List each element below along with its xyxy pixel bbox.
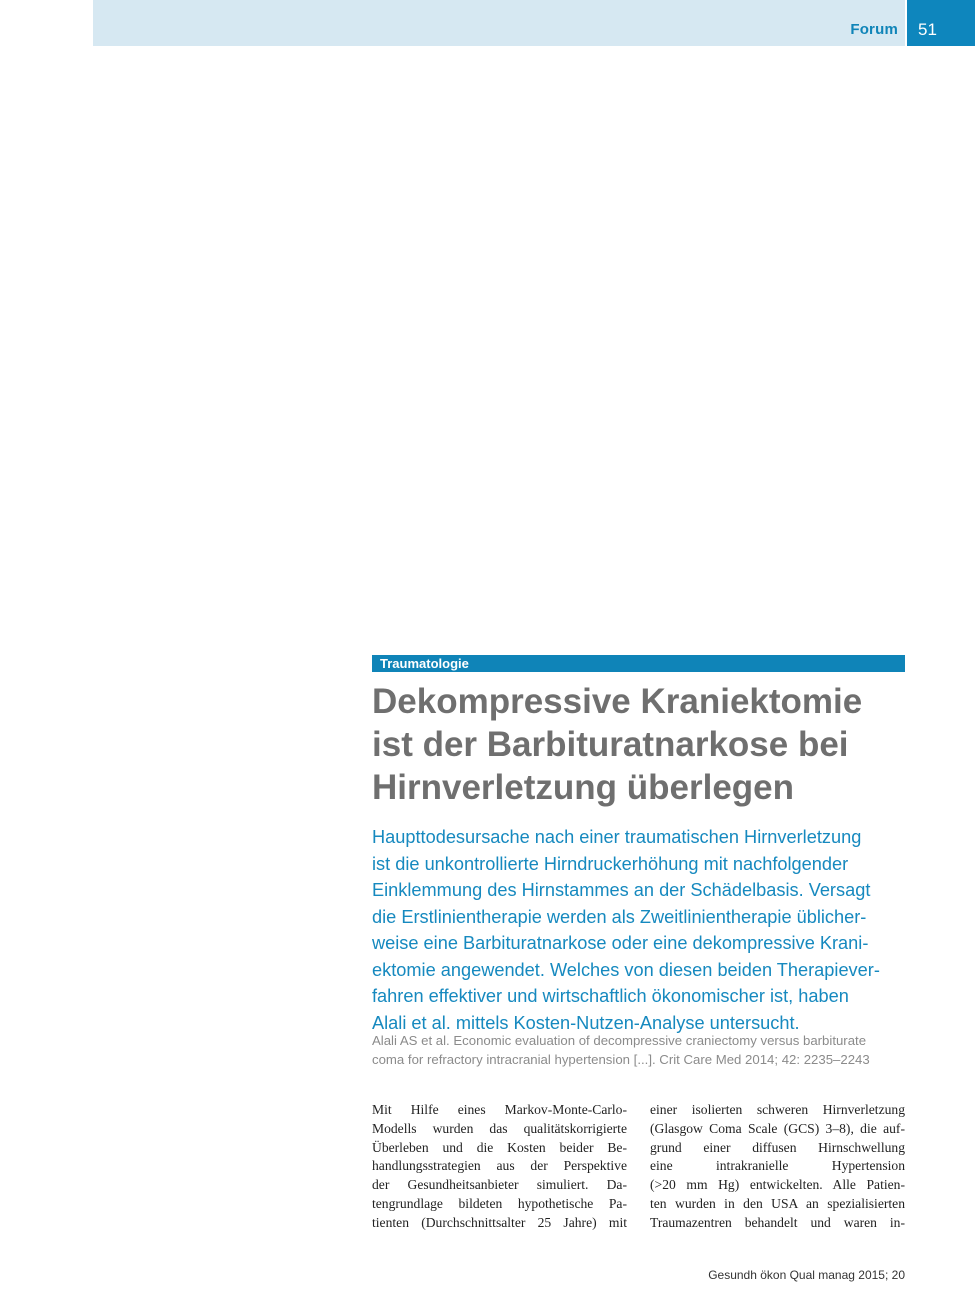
title-line: ist der Barbituratnarkose bei [372, 725, 849, 764]
body-line: grund einer diffusen Hirnschwellung [650, 1139, 905, 1155]
title-line: Hirnverletzung überlegen [372, 768, 795, 807]
lead-line: die Erstlinientherapie werden als Zweitlinientherapie üblicher- [372, 906, 867, 927]
header-band [93, 0, 905, 46]
category-label: Traumatologie [380, 656, 469, 671]
body-line: (>20 mm Hg) entwickelten. Alle Patien- [650, 1177, 905, 1193]
lead-line: Alali et al. mittels Kosten-Nutzen-Analyse untersucht. [372, 1012, 800, 1033]
footer-citation: Gesundh ökon Qual manag 2015; 20 [708, 1268, 905, 1282]
lead-line: weise eine Barbituratnarkose oder eine dekompressive Krani- [372, 933, 869, 953]
body-column-right [650, 1101, 905, 1233]
body-line: tengrundlage bildeten hypothetische Pa- [372, 1195, 627, 1211]
lead-line: ektomie angewendet. Welches von diesen beiden Therapiever- [372, 959, 880, 980]
body-line: Modells wurden das qualitätskorrigierte [372, 1120, 627, 1136]
page-number: 51 [918, 20, 937, 39]
body-line: Traumazentren behandelt und waren in- [650, 1214, 905, 1230]
section-label: Forum [850, 21, 898, 38]
body-line: Mit Hilfe eines Markov-Monte-Carlo- [372, 1102, 627, 1117]
title-line: Dekompressive Kraniektomie [372, 682, 863, 721]
body-line: (Glasgow Coma Scale (GCS) 3–8), die auf- [650, 1120, 905, 1136]
lead-line: Einklemmung des Hirnstammes an der Schädelbasis. Versagt [372, 880, 871, 900]
lead-line: ist die unkontrollierte Hirndruckerhöhung mit nachfolgender [372, 853, 849, 874]
lead-paragraph [372, 824, 912, 1036]
body-line: tienten (Durchschnittsalter 25 Jahre) mit [372, 1214, 627, 1230]
body-line: einer isolierten schweren Hirnverletzung [650, 1102, 905, 1117]
reference-citation [372, 1031, 912, 1069]
body-line: der Gesundheitsanbieter simuliert. Da- [372, 1177, 627, 1193]
body-line: handlungsstrategien aus der Perspektive [372, 1158, 627, 1174]
reference-line: Alali AS et al. Economic evaluation of decompressive craniectomy versus barbiturate [372, 1033, 867, 1048]
article-title [372, 680, 912, 809]
body-line: eine intrakranielle Hypertension [650, 1158, 905, 1174]
body-column-left [372, 1101, 627, 1233]
lead-line: fahren effektiver und wirtschaftlich ökonomischer ist, haben [372, 986, 849, 1006]
body-line: ten wurden in den USA an spezialisierten [650, 1195, 905, 1211]
body-line: Überleben und die Kosten beider Be- [372, 1139, 627, 1155]
reference-line: coma for refractory intracranial hypertension [...]. Crit Care Med 2014; 42: 2235–2243 [372, 1052, 870, 1067]
lead-line: Haupttodesursache nach einer traumatischen Hirnverletzung [372, 827, 862, 847]
